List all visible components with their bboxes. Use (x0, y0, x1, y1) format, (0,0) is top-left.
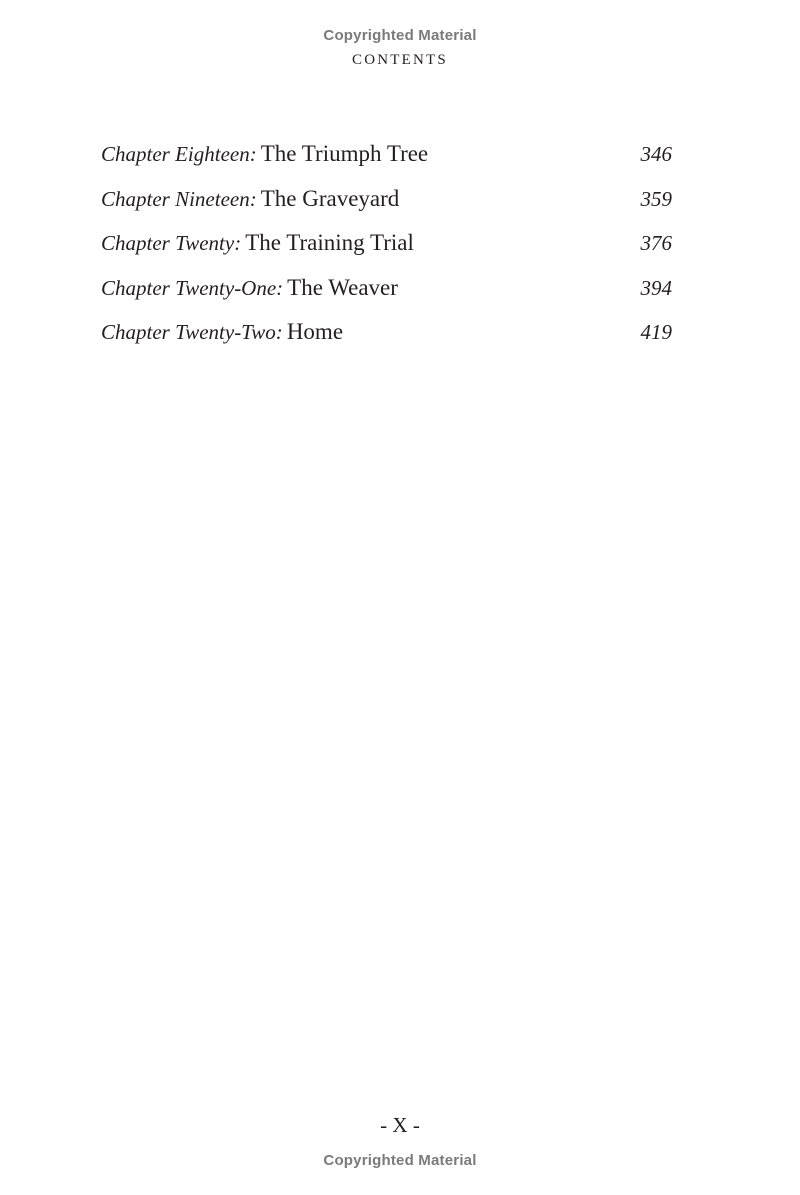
chapter-title: The Graveyard (260, 185, 400, 211)
toc-entry-text (101, 314, 343, 353)
chapter-title: Home (286, 319, 344, 344)
chapter-title: The Training Trial (245, 230, 414, 255)
toc-entry-text (101, 136, 428, 175)
toc-entry-text (101, 225, 414, 264)
copyright-watermark-bottom: Copyrighted Material (323, 1152, 477, 1169)
chapter-title: The Triumph Tree (260, 141, 429, 166)
toc-entry (101, 225, 672, 270)
page-number: 394 (640, 275, 672, 300)
toc-entry (101, 136, 672, 181)
page-number: 346 (640, 142, 672, 166)
page-folio: - X - (380, 1113, 420, 1137)
chapter-label: Chapter Twenty-Two: (101, 320, 283, 344)
toc-entry (101, 270, 672, 315)
page-number: 376 (640, 231, 672, 255)
page-number: 419 (640, 320, 672, 344)
toc-entry-text (101, 270, 398, 309)
toc-entry (101, 181, 672, 226)
toc-entry (101, 314, 672, 359)
page-number: 359 (640, 186, 672, 211)
chapter-label: Chapter Twenty-One: (101, 275, 284, 300)
chapter-label: Chapter Nineteen: (101, 186, 257, 211)
running-head: CONTENTS (352, 52, 448, 68)
toc-entry-text (101, 181, 399, 220)
copyright-watermark-top: Copyrighted Material (323, 27, 477, 44)
chapter-label: Chapter Eighteen: (101, 142, 257, 166)
table-of-contents (101, 136, 672, 359)
chapter-label: Chapter Twenty: (101, 231, 242, 255)
chapter-title: The Weaver (287, 274, 398, 300)
